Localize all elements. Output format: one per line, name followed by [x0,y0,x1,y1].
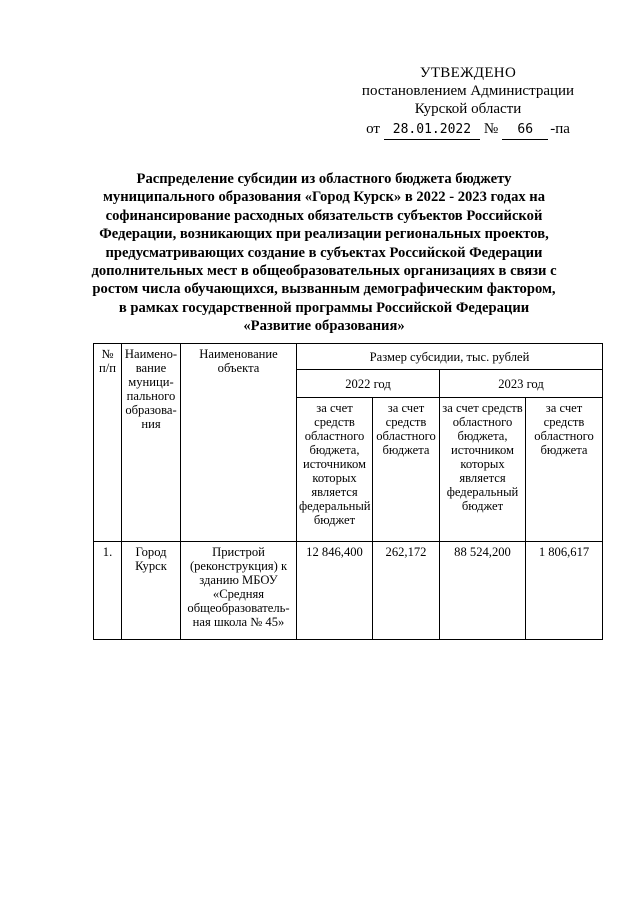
title-line: софинансирование расходных обязательств субъектов Российской [105,207,543,224]
approval-line-2: Курской области [414,101,522,117]
table-row [94,542,603,640]
header-no: № п/п [94,344,122,542]
title-line: ростом числа обучающихся, вызванным демографическим фактором, [92,281,556,298]
title-line: Федерации, возникающих при реализации региональных проектов, [99,226,549,243]
row-no: 1. [94,542,122,640]
header-2022-regional: за счет средств областного бюджета [373,398,440,542]
approval-line-1: постановлением Администрации [361,83,575,99]
header-2022-federal: за счет средств областного бюджета, источником которых является федеральный бюджет [297,398,373,542]
row-object: Пристрой (реконструкция) к зданию МБОУ «Средняя общеобразователь-ная школа № 45» [181,542,297,640]
title-line: «Развитие образования» [243,318,405,335]
number-suffix: -па [550,121,570,137]
document-title [86,170,562,336]
header-2023-federal: за счет средств областного бюджета, источником которых является федеральный бюджет [440,398,526,542]
row-2023-federal: 88 524,200 [440,542,526,640]
row-2022-regional: 262,172 [373,542,440,640]
table-header-row [94,344,603,370]
header-object: Наименование объекта [181,344,297,542]
approval-number: 66 [502,121,548,140]
approval-block [352,64,584,140]
approval-date: 28.01.2022 [384,121,480,140]
header-2023-regional: за счет средств областного бюджета [526,398,603,542]
from-label: от [366,121,380,137]
subsidy-table [93,343,603,640]
title-line: Распределение субсидии из областного бюджета бюджету [136,171,512,187]
header-municipality: Наимено-вание муници-пального образова-ния [122,344,181,542]
header-subsidy: Размер субсидии, тыс. рублей [297,344,603,370]
header-year-2022: 2022 год [297,370,440,398]
title-line: муниципального образования «Город Курск» в 2022 - 2023 годах на [102,189,546,206]
row-2022-federal: 12 846,400 [297,542,373,640]
title-line: предусматривающих создание в субъектах Российской Федерации [105,244,543,261]
approval-stamp: УТВЕЖДЕНО [419,65,517,81]
row-municipality: Город Курск [122,542,181,640]
title-line: в рамках государственной программы Российской Федерации [118,299,530,316]
title-line: дополнительных мест в общеобразовательных организациях в связи с [91,263,557,280]
header-year-2023: 2023 год [440,370,603,398]
approval-reference [352,120,584,140]
row-2023-regional: 1 806,617 [526,542,603,640]
number-label: № [483,121,499,137]
